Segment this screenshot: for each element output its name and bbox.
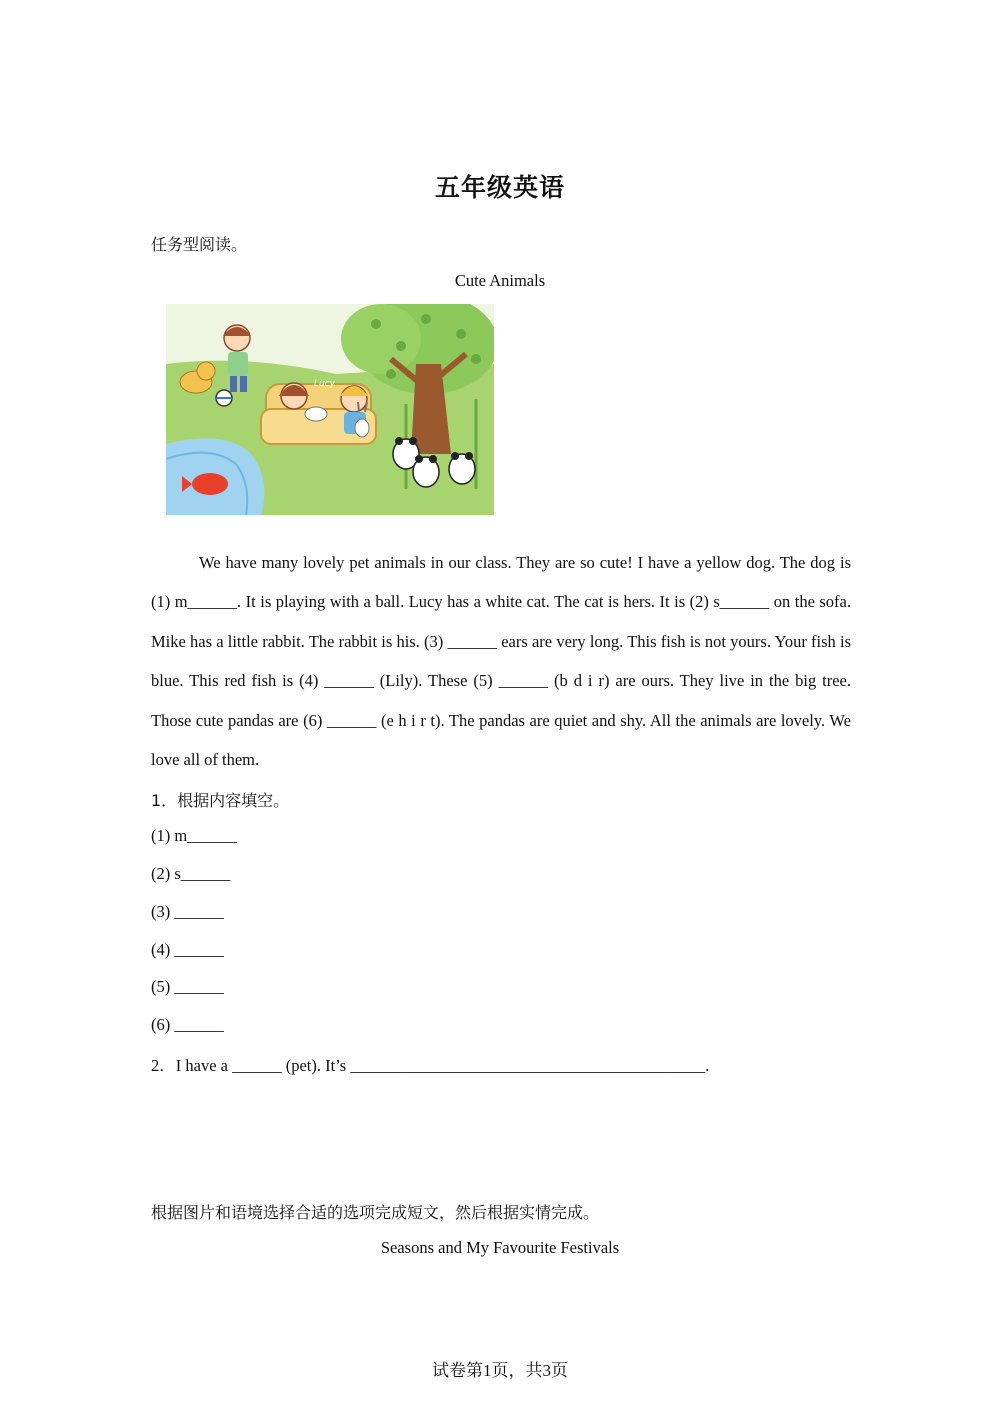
question-1-label: 1．根据内容填空。 (151, 791, 290, 810)
passage-text: We have many lovely pet animals in our class. They are so cute! I have a yellow dog. The dog is (1) m______. It is playing with a ball. Lucy has a white cat. The cat is hers. It is (2) s______ on the sofa. Mike has a little rabbit. The rabbit is his. (3) ______ ears are very long. This fish is not yours. Your fish is blue. This red fish is (4) ______ (Lily). These (5) ______ (b d i r) are ours. They live in the big tree. Those cute pandas are (6) ______ (e h i r t). The pandas are quiet and shy. All the animals are lovely. We love all of them. (151, 553, 851, 770)
answer-blank-4[interactable]: (4) ______ (151, 940, 224, 959)
page-title: 五年级英语 (434, 173, 565, 202)
section2-instruction: 根据图片和语境选择合适的选项完成短文，然后根据实情完成。 (151, 1203, 600, 1222)
answer-blank-6[interactable]: (6) ______ (151, 1015, 224, 1034)
section2-reading-title: Seasons and My Favourite Festivals (380, 1238, 620, 1257)
question-2[interactable]: 2．I have a ______ (pet). It’s ___________________________________________. (151, 1056, 710, 1075)
cute-animals-illustration (166, 304, 494, 515)
reading-passage (151, 543, 851, 779)
page-footer: 试卷第1页，共3页 (432, 1361, 568, 1380)
answer-blank-3[interactable]: (3) ______ (151, 902, 224, 921)
answer-blank-1[interactable]: (1) m______ (151, 826, 237, 845)
answer-blank-5[interactable]: (5) ______ (151, 977, 224, 996)
reading-title: Cute Animals (454, 271, 546, 290)
sofa-lettering: Lucy (314, 379, 335, 389)
answer-blank-2[interactable]: (2) s______ (151, 864, 231, 883)
section1-instruction: 任务型阅读。 (151, 235, 248, 254)
